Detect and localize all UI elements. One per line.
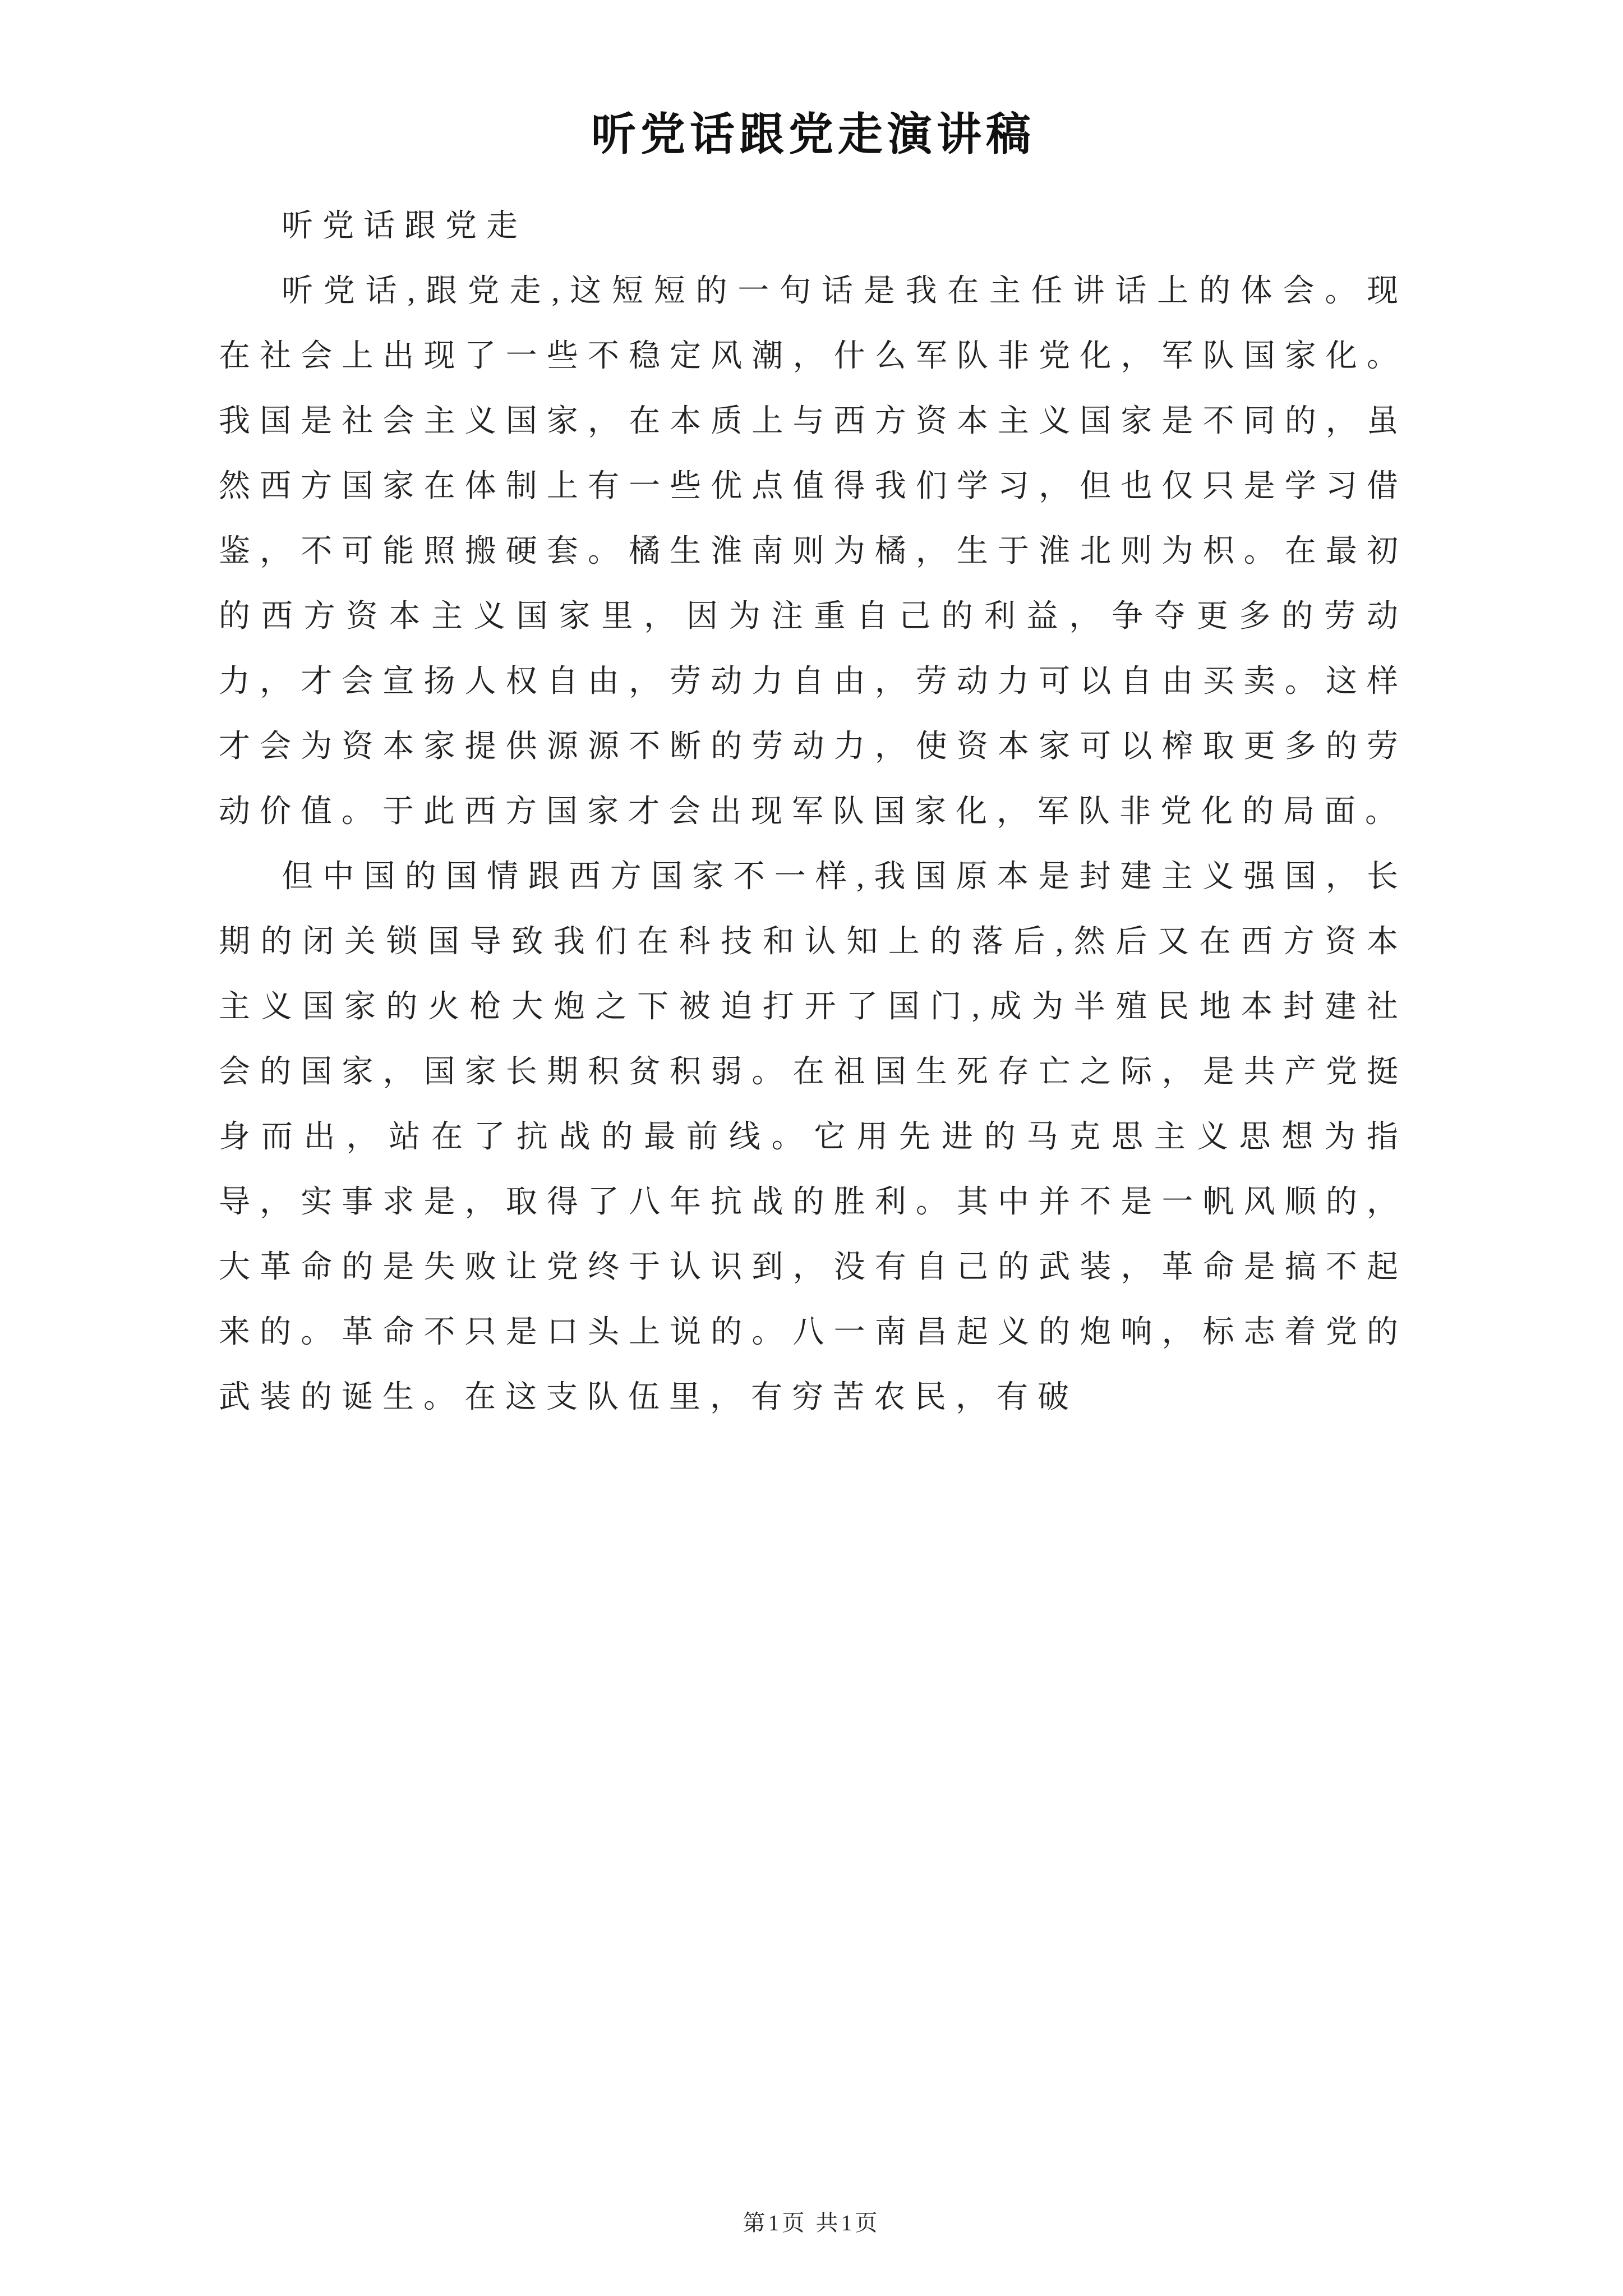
paragraph: 听党话,跟党走,这短短的一句话是我在主任讲话上的体会。现在社会上出现了一些不稳定风潮，什么军队非党化，军队国家化。我国是社会主义国家，在本质上与西方资本主义国家是不同的，虽然西方国家在体制上有一些优点值得我们学习，但也仅只是学习借鉴，不可能照搬硬套。橘生淮南则为橘，生于淮北则为枳。在最初的西方资本主义国家里，因为注重自己的利益，争夺更多的劳动力，才会宣扬人权自由，劳动力自由，劳动力可以自由买卖。这样才会为资本家提供源源不断的劳动力，使资本家可以榨取更多的劳动价值。于此西方国家才会出现军队国家化，军队非党化的局面。 xyxy=(219,274,1408,829)
paragraph: 但中国的国情跟西方国家不一样,我国原本是封建主义强国，长期的闭关锁国导致我们在科技和认知上的落后,然后又在西方资本主义国家的火枪大炮之下被迫打开了国门,成为半殖民地本封建社会的国家，国家长期积贫积弱。在祖国生死存亡之际，是共产党挺身而出，站在了抗战的最前线。它用先进的马克思主义思想为指导，实事求是，取得了八年抗战的胜利。其中并不是一帆风顺的，大革命的是失败让党终于认识到，没有自己的武装，革命是搞不起来的。革命不只是口头上说的。八一南昌起义的炮响，标志着党的武装的诞生。在这支队伍里，有穷苦农民，有破 xyxy=(219,859,1408,1415)
document-content xyxy=(219,98,1408,1430)
document-title: 听党话跟党走演讲稿 xyxy=(591,111,1035,160)
paragraph-subtitle: 听党话跟党走 xyxy=(282,209,527,243)
page-number-footer: 第1页 共1页 xyxy=(743,2210,880,2235)
